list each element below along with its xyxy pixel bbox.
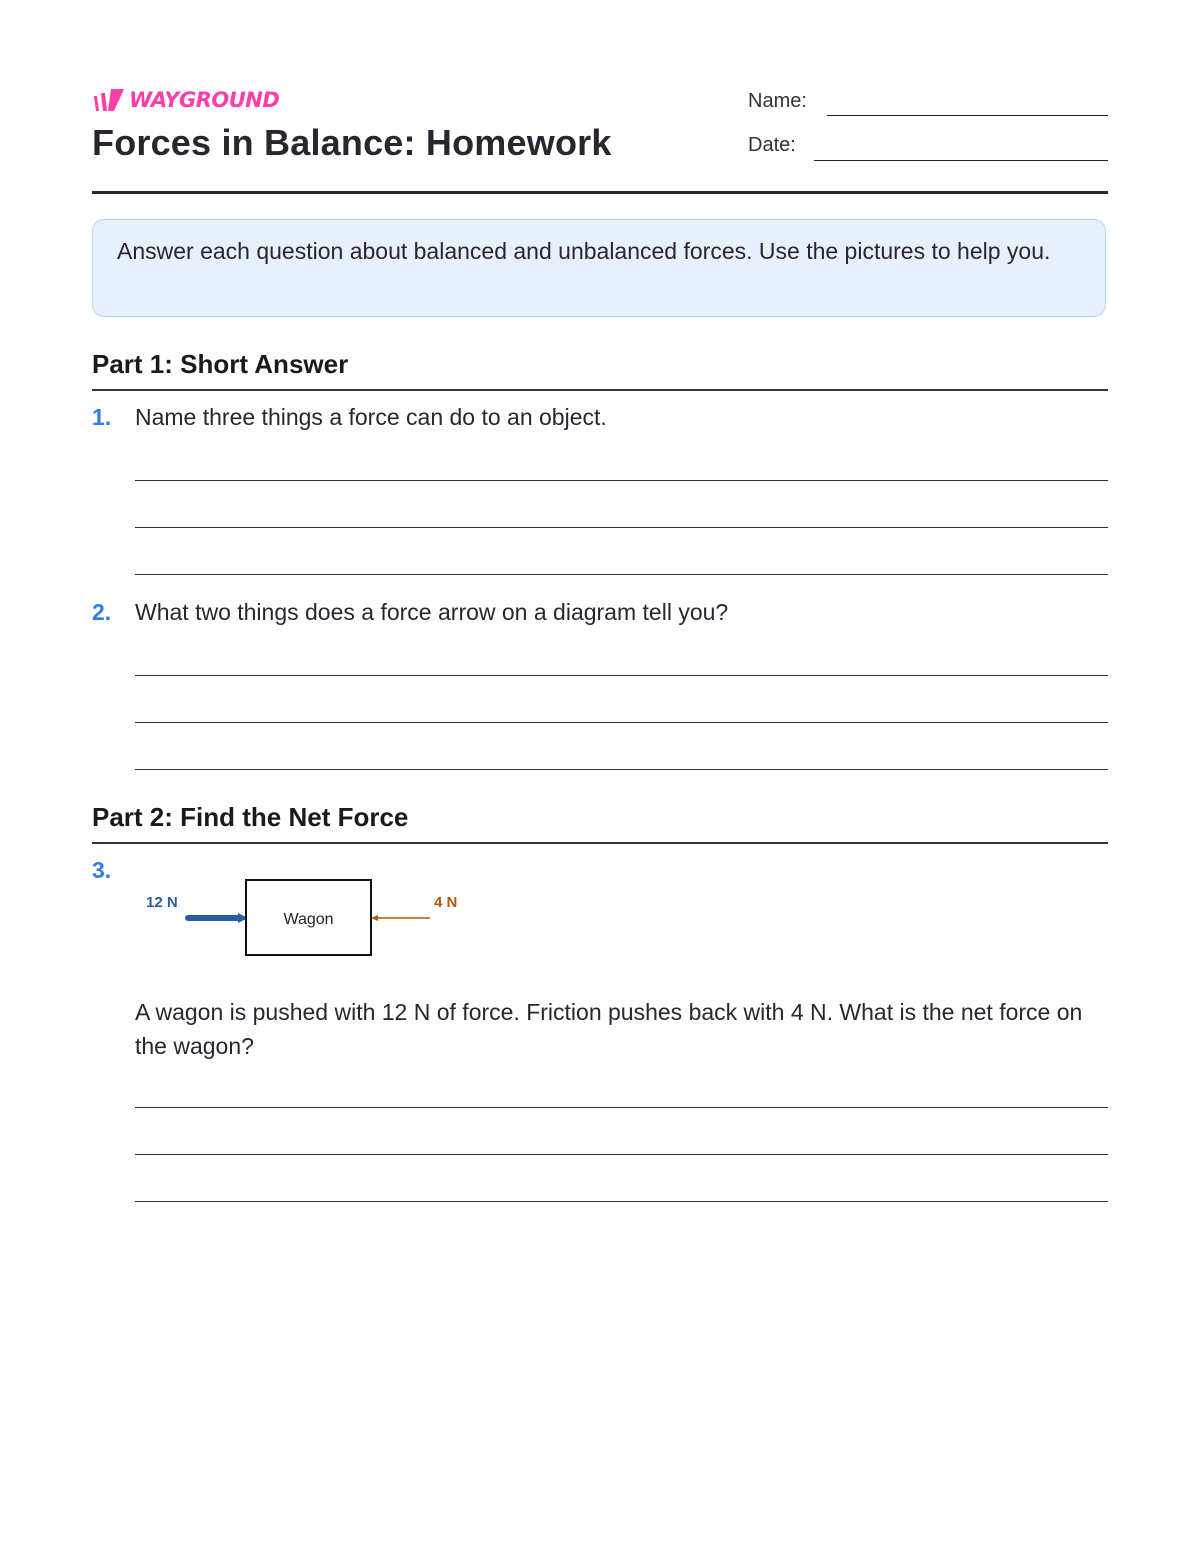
- part-2-heading: Part 2: Find the Net Force: [92, 802, 409, 832]
- wagon-label: Wagon: [283, 911, 334, 928]
- date-field[interactable]: [814, 160, 1108, 161]
- answer-line[interactable]: [135, 675, 1108, 676]
- question-2-text: What two things does a force arrow on a diagram tell you?: [135, 599, 729, 625]
- name-field[interactable]: [827, 115, 1108, 116]
- wayground-logo-icon: [92, 87, 126, 113]
- answer-line[interactable]: [135, 1107, 1108, 1108]
- date-label: Date:: [748, 134, 796, 156]
- answer-line[interactable]: [135, 769, 1108, 770]
- instructions-text: Answer each question about balanced and unbalanced forces. Use the pictures to help you.: [117, 238, 1051, 264]
- question-1-number: 1.: [92, 404, 112, 430]
- answer-line[interactable]: [135, 722, 1108, 723]
- brand-logo: [92, 87, 279, 113]
- friction-arrowhead-icon: [371, 915, 378, 921]
- answer-line[interactable]: [135, 574, 1108, 575]
- instructions-box: [92, 219, 1106, 317]
- answer-line[interactable]: [135, 527, 1108, 528]
- answer-line[interactable]: [135, 1201, 1108, 1202]
- left-force-label: 12 N: [146, 894, 178, 911]
- title-divider: [92, 191, 1108, 194]
- question-3-number: 3.: [92, 857, 112, 883]
- part-1-heading: Part 1: Short Answer: [92, 349, 349, 379]
- right-force-label: 4 N: [434, 894, 458, 911]
- part-2-divider: [92, 842, 1108, 844]
- page-title: Forces in Balance: Homework: [92, 122, 612, 163]
- answer-line[interactable]: [135, 1154, 1108, 1155]
- part-1-divider: [92, 389, 1108, 391]
- question-1-text: Name three things a force can do to an object.: [135, 404, 607, 430]
- brand-name: WAYGROUND: [129, 88, 280, 112]
- name-label: Name:: [748, 90, 807, 112]
- question-2-number: 2.: [92, 599, 112, 625]
- force-diagram: [140, 875, 480, 965]
- answer-line[interactable]: [135, 480, 1108, 481]
- question-3-text: A wagon is pushed with 12 N of force. Friction pushes back with 4 N. What is the net force on the wagon?: [135, 999, 1083, 1059]
